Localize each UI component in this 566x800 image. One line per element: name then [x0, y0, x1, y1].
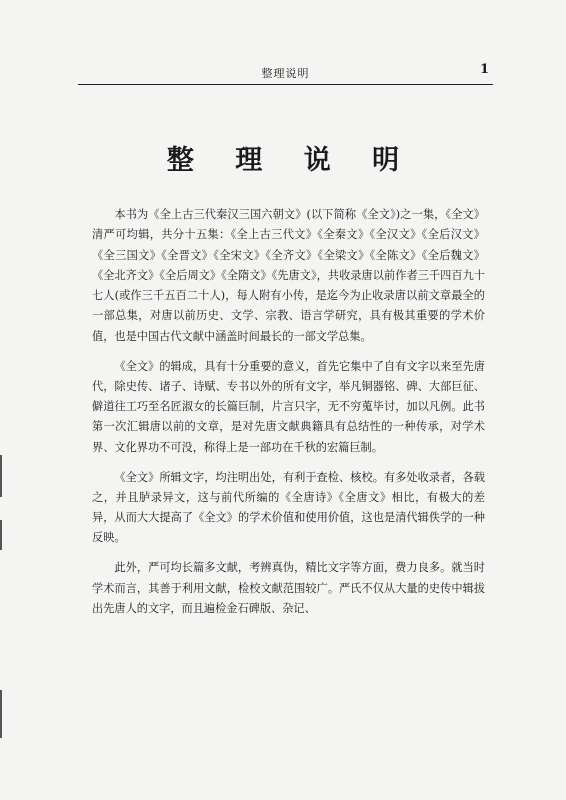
scan-edge-mark: [0, 520, 2, 550]
scan-edge-mark: [0, 690, 2, 738]
paragraph: 此外，严可均长篇多文献，考辨真伪，精比文字等方面，费力良多。就当时学术而言，其善于利用文献，检校文献范围较广。严氏不仅从大量的史传中辑拔出先唐人的文字，而且遍检金石碑版、杂记、: [92, 561, 485, 615]
running-title: 整理说明: [261, 67, 310, 80]
paragraph: 《全文》所辑文字，均注明出处，有利于查检、核校。有多处收录者，各载之，并且胪录异文，这与前代所编的《全唐诗》《全唐文》相比，有极大的差异，从而大大提高了《全文》的学术价值和使用价值，这也是清代辑佚学的一种反映。: [92, 470, 485, 545]
page-title: 整 理 说 明: [166, 145, 416, 176]
running-header: [78, 62, 493, 85]
body-text: [92, 205, 485, 629]
paragraph: 本书为《全上古三代秦汉三国六朝文》(以下简称《全文》)之一集，《全文》清严可均辑，共分十五集：《全上古三代文》《全秦文》《全汉文》《全后汉文》《全三国文》《全晋文》《全宋文》《全齐文》《全梁文》《全陈文》《全后魏文》《全北齐文》《全后周文》《全隋文》《先唐文》，共收录唐以前作者三千四百九十七人(或作三千五百二十人)，每人附有小传，是迄今为止收录唐以前文章最全的一部总集，对唐以前历史、文学、宗教、语言学研究，具有极其重要的学术价值，也是中国古代文献中涵盖时间最长的一部文学总集。: [92, 208, 485, 343]
page-number: 1: [479, 62, 489, 77]
paragraph: 《全文》的辑成，具有十分重要的意义，首先它集中了自有文字以来至先唐代，除史传、诸子、诗赋、专书以外的所有文字，举凡铜器铭、碑、大部巨征、僻道往工巧至名匠淑女的长篇巨制，片言只字，无不穷蒐毕讨，加以凡例。此书第一次汇辑唐以前的文章，是对先唐文献典籍具有总结性的一种传承，对学术界、文化界功不可没，称得上是一部功在千秋的宏篇巨制。: [92, 359, 485, 454]
scan-edge-mark: [0, 455, 2, 497]
